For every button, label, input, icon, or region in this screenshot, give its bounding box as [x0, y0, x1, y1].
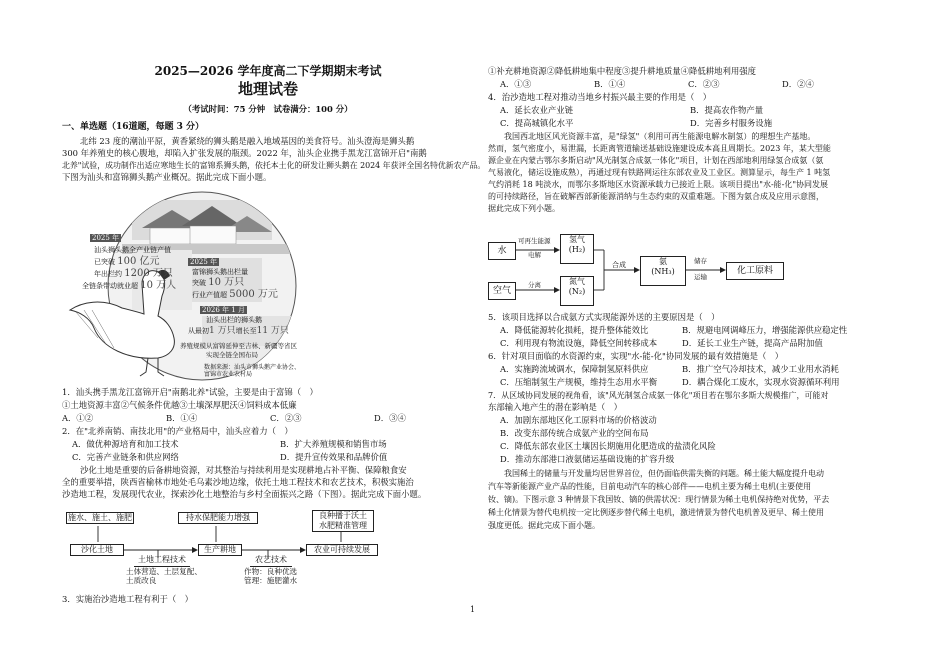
option-c[interactable]: C．②③: [270, 413, 302, 423]
intro-line: 的可持续路径，旨在破解西部新能源消纳与生态约束的双重难题。下图为氨合成及应用示意图，: [488, 192, 824, 201]
figure-year-tag: 2025 年: [190, 258, 218, 266]
question-2-stem: 2．在"北养南销、南技北用"的产业格局中，汕头应着力（ ）: [62, 426, 293, 436]
option-c[interactable]: C．压缩制氢生产规模，维持生态用水平衡: [500, 377, 658, 387]
option-d[interactable]: D．提升宣传效果和品牌价值: [280, 452, 388, 462]
option-b[interactable]: B．提高农作物产量: [690, 105, 764, 115]
question-6-stem: 6．针对项目面临的水资源约束，实现"水-能-化"协同发展的最有效措施是（ ）: [488, 351, 784, 361]
question-6-options: [500, 377, 839, 389]
option-a[interactable]: A．实施跨流域调水，保障制氢原料供应: [500, 364, 649, 374]
figure-stat: 从最初1 万只增长至11 万只: [188, 326, 289, 336]
figure-stat: 实现全链全国布局: [206, 351, 258, 359]
option-a[interactable]: A．①②: [62, 413, 94, 423]
figure-stat: 全链条带动就业超 10 万人: [82, 280, 177, 291]
edge-label-synthesis: 合成: [612, 261, 626, 269]
option-a[interactable]: A．做优种源培育和加工技术: [72, 439, 179, 449]
intro-line: 气易液化，储运设施成熟），再通过现有铁路网运往东部农业及工业区。测算显示，每生产 1 吨氢: [488, 168, 831, 177]
intro-line: 北纬 23 度的潮汕平原，黄香紧绕的狮头鹅是融入地域基因的美食符号。汕头澄海是狮头鹅: [80, 136, 415, 146]
question-1-items: ①土地资源丰富②气候条件优越③土壤深厚肥沃④饲料成本低廉: [62, 400, 297, 410]
option-a[interactable]: A．降低能源转化损耗，提升整体能效比: [500, 325, 649, 335]
option-d[interactable]: D．推动东部港口液氨储运基础设施的扩容升级: [500, 454, 675, 464]
edge-label-renewable: 可再生能源: [518, 237, 551, 245]
question-5-options: [500, 325, 847, 337]
flow-node-sustainable: 农业可持续发展: [306, 544, 378, 556]
exam-title: 2025—2026 学年度高二下学期期末考试: [154, 64, 382, 78]
node-chemical-raw: 化工原料: [726, 262, 784, 280]
figure-stat: 年出栏约 1200 万只: [94, 268, 173, 279]
option-b[interactable]: B．推广空气冷却技术，减少工业用水消耗: [682, 364, 839, 374]
question-4-options: [500, 118, 772, 130]
node-ammonia: 氨 (NH₃): [640, 256, 686, 286]
subject-title: 地理试卷: [237, 80, 298, 98]
question-1-options: [62, 413, 464, 425]
figure-stat: 行业产值超 5000 万元: [192, 289, 278, 300]
question-4-options: [500, 105, 763, 117]
option-d[interactable]: D．耦合煤化工废水，实现水资源循环利用: [682, 377, 840, 387]
intro-2-line: 沙造地工程，发展现代农业，探索沙化土地整治与乡村全面振兴之路（下图）。据此完成下面小题。: [62, 489, 427, 499]
flow-box-top-1: 施水、施土、施肥: [68, 513, 132, 522]
figure-year-tag: 2025 年: [92, 234, 120, 242]
figure-stat: 养殖规模从富锦延伸至吉林、新疆等省区: [180, 342, 297, 350]
figure-stat: 汕头出栏的狮头鹅: [206, 316, 262, 324]
figure-stat: 突破 10 万只: [192, 277, 245, 288]
question-2-options: [72, 439, 387, 451]
intro-line: 然而，氢气密度小，易泄漏，长距离管道输送基础设施建设成本高且周期长。2023 年，某大型能: [488, 144, 831, 153]
intro-line: 源企业在内蒙古鄂尔多斯启动"风光制氢合成氨一体化"项目，计划在西部地利用绿氢合成氨（氨: [488, 156, 824, 165]
ammonia-synthesis-diagram: [488, 232, 788, 306]
intro-line: 气约消耗 18 吨淡水，而鄂尔多斯地区水资源承载力已接近上限。该项目提出"水-能-化"协同发展: [488, 180, 829, 189]
question-5-options: [500, 338, 823, 350]
figure-stat: 已突破 100 亿元: [94, 256, 160, 267]
option-b[interactable]: B．①④: [166, 413, 198, 423]
option-d[interactable]: D．③④: [374, 413, 406, 423]
intro-line: 据此完成下列小题。: [488, 204, 560, 213]
option-a[interactable]: A．加剧东部地区化工原料市场的价格波动: [500, 415, 657, 425]
figure-year-tag: 2026 年 1 月: [202, 306, 245, 314]
option-d[interactable]: D．延长工业生产链，提高产品附加值: [682, 338, 823, 348]
question-2-options: [72, 452, 387, 464]
edge-label-electrolysis: 电解: [528, 251, 541, 259]
option-c[interactable]: C．降低东部农业区土壤因长期施用化肥造成的盐渍化风险: [500, 441, 716, 451]
node-nitrogen: 氮气 (N₂): [560, 276, 594, 306]
node-air: 空气: [488, 282, 516, 300]
edge-label-separation: 分离: [528, 281, 541, 289]
intro-line: 300 年养殖史的核心腹地，却陷入扩张发展的瓶颈。2022 年，汕头企业携手黑龙江富锦开启"南鹅: [62, 148, 427, 158]
question-3-options: [500, 79, 814, 91]
option-b[interactable]: B．改变东部传统合成氨产业的空间布局: [500, 428, 649, 438]
intro-line: 我国稀土的储量与开发量均居世界首位，但仍面临供需失衡的问题。稀土能大幅度提升电动: [504, 469, 824, 478]
question-3-stem: 3．实施治沙造地工程有利于（ ）: [62, 594, 193, 604]
question-7-stem: 7．从区域协同发展的视角看，该"风光制氢合成氨一体化"项目若在鄂尔多斯大规模推广，可能对: [488, 391, 829, 400]
option-c[interactable]: C．②③: [688, 79, 720, 89]
question-5-stem: 5．该项目选择以合成氨方式实现能源外送的主要原因是（ ）: [488, 312, 720, 322]
flow-detail-1: 土体营造、土层复配、 土质改良: [126, 567, 202, 585]
goose-industry-figure: [62, 188, 312, 384]
flow-box-top-3: 良种播于沃土 水肥精准管理: [312, 510, 374, 532]
flow-edge-label: 土地工程技术: [134, 554, 190, 567]
question-3-items: ①补充耕地资源②降低耕地集中程度③提升耕地质量④降低耕地利用强度: [488, 66, 756, 76]
intro-line: 强度更低。据此完成下面小题。: [488, 521, 600, 530]
intro-line: 下图为汕头和富锦狮头鹅产业概况。据此完成下面小题。: [62, 172, 272, 182]
exam-info: （考试时间：75 分钟 试卷满分：100 分）: [183, 104, 353, 114]
option-d[interactable]: D．完善乡村服务设施: [690, 118, 773, 128]
edge-label-transport: 运输: [694, 273, 707, 281]
figure-caption: 数据来源：汕头市狮头鹅产业协会、 富锦市农业农村局: [204, 364, 301, 378]
question-1-stem: 1．汕头携手黑龙江富锦开启"南鹅北养"试验，主要是由于富锦（ ）: [62, 387, 318, 397]
question-4-stem: 4．治沙造地工程对推动当地乡村振兴最主要的作用是（ ）: [488, 92, 712, 102]
intro-2-line: 沙化土地是重要的后备耕地资源，对其整治与持续利用是实现耕地占补平衡、保障粮食安: [80, 465, 407, 475]
intro-line: 稀土化情景为替代电机按一定比例逐步替代稀土电机，激进情景为替代电机普及更早、稀土使用: [488, 508, 824, 517]
option-a[interactable]: A．①③: [500, 79, 532, 89]
intro-line: 汽车等新能源产业产品的性能，目前电动汽车的核心部件——电机主要为稀土电机(主要使用: [488, 482, 812, 491]
option-b[interactable]: B．①④: [594, 79, 626, 89]
intro-line: 钕、镝)。下图示意 3 种情景下我国钕、镝的供需状况：现行情景为稀土电机保持绝对优势，平去: [488, 495, 830, 504]
flow-node-sand-land: 沙化土地: [70, 544, 124, 556]
option-b[interactable]: B．规避电网调峰压力，增强能源供应稳定性: [682, 325, 848, 335]
flow-edge-label: 农艺技术: [250, 554, 292, 567]
intro-line: 我国西北地区风光资源丰富，是"绿氢"（利用可再生能源电解水制氢）的理想生产基地。: [504, 132, 816, 141]
option-c[interactable]: C．提高城镇化水平: [500, 118, 574, 128]
question-6-options: [500, 364, 839, 376]
page-number: 1: [470, 605, 476, 614]
option-c[interactable]: C．完善产业链条和供应网络: [72, 452, 179, 462]
option-d[interactable]: D．②④: [782, 79, 814, 89]
intro-line: 北养"试验，成功制作出适应寒地生长的富锦系狮头鹅，依托本土化的研发让狮头鹅在 2024 年获评全国名特优新农产品。: [62, 161, 486, 170]
flow-node-farmland: 生产耕地: [198, 544, 242, 556]
question-7-stem: 东部输入地产生的潜在影响是（ ）: [488, 402, 622, 412]
edge-label-storage: 储存: [694, 257, 707, 265]
option-b[interactable]: B．扩大养殖规模和销售市场: [280, 439, 387, 449]
node-hydrogen: 氢气 (H₂): [560, 234, 594, 264]
section-heading: 一、单选题（16道题，每题 3 分）: [62, 122, 205, 132]
sand-land-flow-diagram: [66, 508, 406, 590]
intro-2-line: 全的重要举措，陕西省榆林市地处毛乌素沙地边缘，依托土地工程技术和农艺技术，积极实施治: [62, 477, 414, 487]
flow-box-top-2: 持水保肥能力增强: [178, 512, 258, 524]
node-water: 水: [488, 242, 516, 260]
figure-stat: 富锦狮头鹅出栏量: [192, 268, 248, 276]
option-c[interactable]: C．利用现有物流设施，降低空间转移成本: [500, 338, 658, 348]
figure-stat: 汕头狮头鹅全产业链产值: [94, 246, 171, 254]
flow-detail-2: 作物：良种优选 管理：施肥灌水: [244, 567, 298, 585]
option-a[interactable]: A．延长农业产业链: [500, 105, 574, 115]
